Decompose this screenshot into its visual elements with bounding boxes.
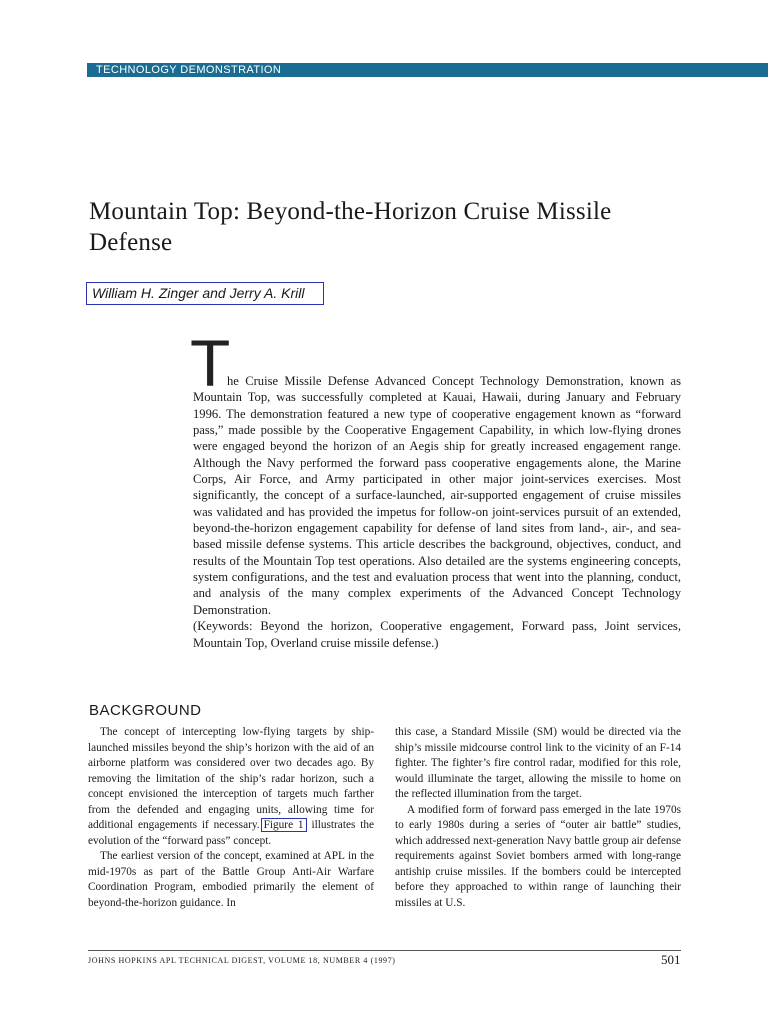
- page-number: 501: [661, 952, 681, 967]
- abstract-text: he Cruise Missile Defense Advanced Concept Technology Demonstration, known as Mountain Top, was successfully completed at Kauai, Hawaii, during January and February 1996. The demonstration featured a new type of cooperative engagement known as “forward pass,” made possible by the Cooperative Engagement Capability, in which low-flying drones were engaged beyond the horizon of an Aegis ship for greatly increased engagement range. Although the Navy performed the forward pass cooperative engagements alone, the Marine Corps, Air Force, and Army participated in other major joint-services exercises. Most significantly, the concept of a surface-launched, air-supported engagement of cruise missiles was validated and has provided the impetus for follow-on joint-services pursuit of an extended, beyond-the-horizon engagement capability for defense of land sites from land-, air-, and sea-based missile defense systems. This article describes the background, objectives, conduct, and results of the Mountain Top test operations. Also detailed are the systems engineering concepts, system configurations, and the test and evaluation process that went into the planning, conduct, and analysis of the many complex experiments of the Advanced Concept Technology Demonstration.: [193, 374, 681, 617]
- section-banner: [87, 63, 768, 77]
- section-heading-background: BACKGROUND: [89, 702, 202, 719]
- paragraph: [88, 725, 374, 849]
- paragraph-text: illustrates the evolution of the “forward pass” concept.: [88, 819, 375, 847]
- paragraph-text: The concept of intercepting low-flying targets by ship-launched missiles beyond the ship’s horizon with the aid of an airborne platform was considered over two decades ago. By removing the limitation of the ship’s radar horizon, such a concept envisioned the interception of targets much farther from the defended and engaging units, allowing time for additional engagements if necessary.: [88, 726, 374, 832]
- paragraph: A modified form of forward pass emerged in the late 1970s to early 1980s during a series of “outer air battle” studies, which addressed next-generation Navy battle group air defense requirements against Soviet bombers armed with long-range antiship cruise missiles. If the bombers could be intercepted before they approached to within range of launching their missiles at U.S.: [395, 803, 681, 910]
- drop-cap: T: [190, 326, 231, 400]
- journal-citation: JOHNS HOPKINS APL TECHNICAL DIGEST, VOLUME 18, NUMBER 4 (1997): [88, 956, 396, 965]
- banner-label: TECHNOLOGY DEMONSTRATION: [96, 64, 282, 76]
- left-column: [88, 725, 374, 912]
- paragraph: The earliest version of the concept, examined at APL in the mid-1970s as part of the Battle Group Anti-Air Warfare Coordination Program, embodied primarily the element of beyond-the-horizon guidance. In: [88, 850, 374, 910]
- authors-link[interactable]: William H. Zinger and Jerry A. Krill: [86, 282, 324, 305]
- abstract: [193, 373, 681, 651]
- right-column: [395, 725, 681, 912]
- figure-1-link[interactable]: Figure 1: [261, 818, 307, 832]
- keywords: (Keywords: Beyond the horizon, Cooperative engagement, Forward pass, Joint services, Mountain Top, Overland cruise missile defense.): [193, 619, 681, 650]
- article-title: Mountain Top: Beyond-the-Horizon Cruise Missile Defense: [89, 198, 612, 256]
- footer-divider: [88, 950, 681, 951]
- paragraph: this case, a Standard Missile (SM) would be directed via the ship’s missile midcourse control link to the vicinity of an F-14 fighter. The fighter’s fire control radar, modified for this role, would illuminate the target, allowing the missile to home on the reflected illumination from the target.: [395, 726, 681, 801]
